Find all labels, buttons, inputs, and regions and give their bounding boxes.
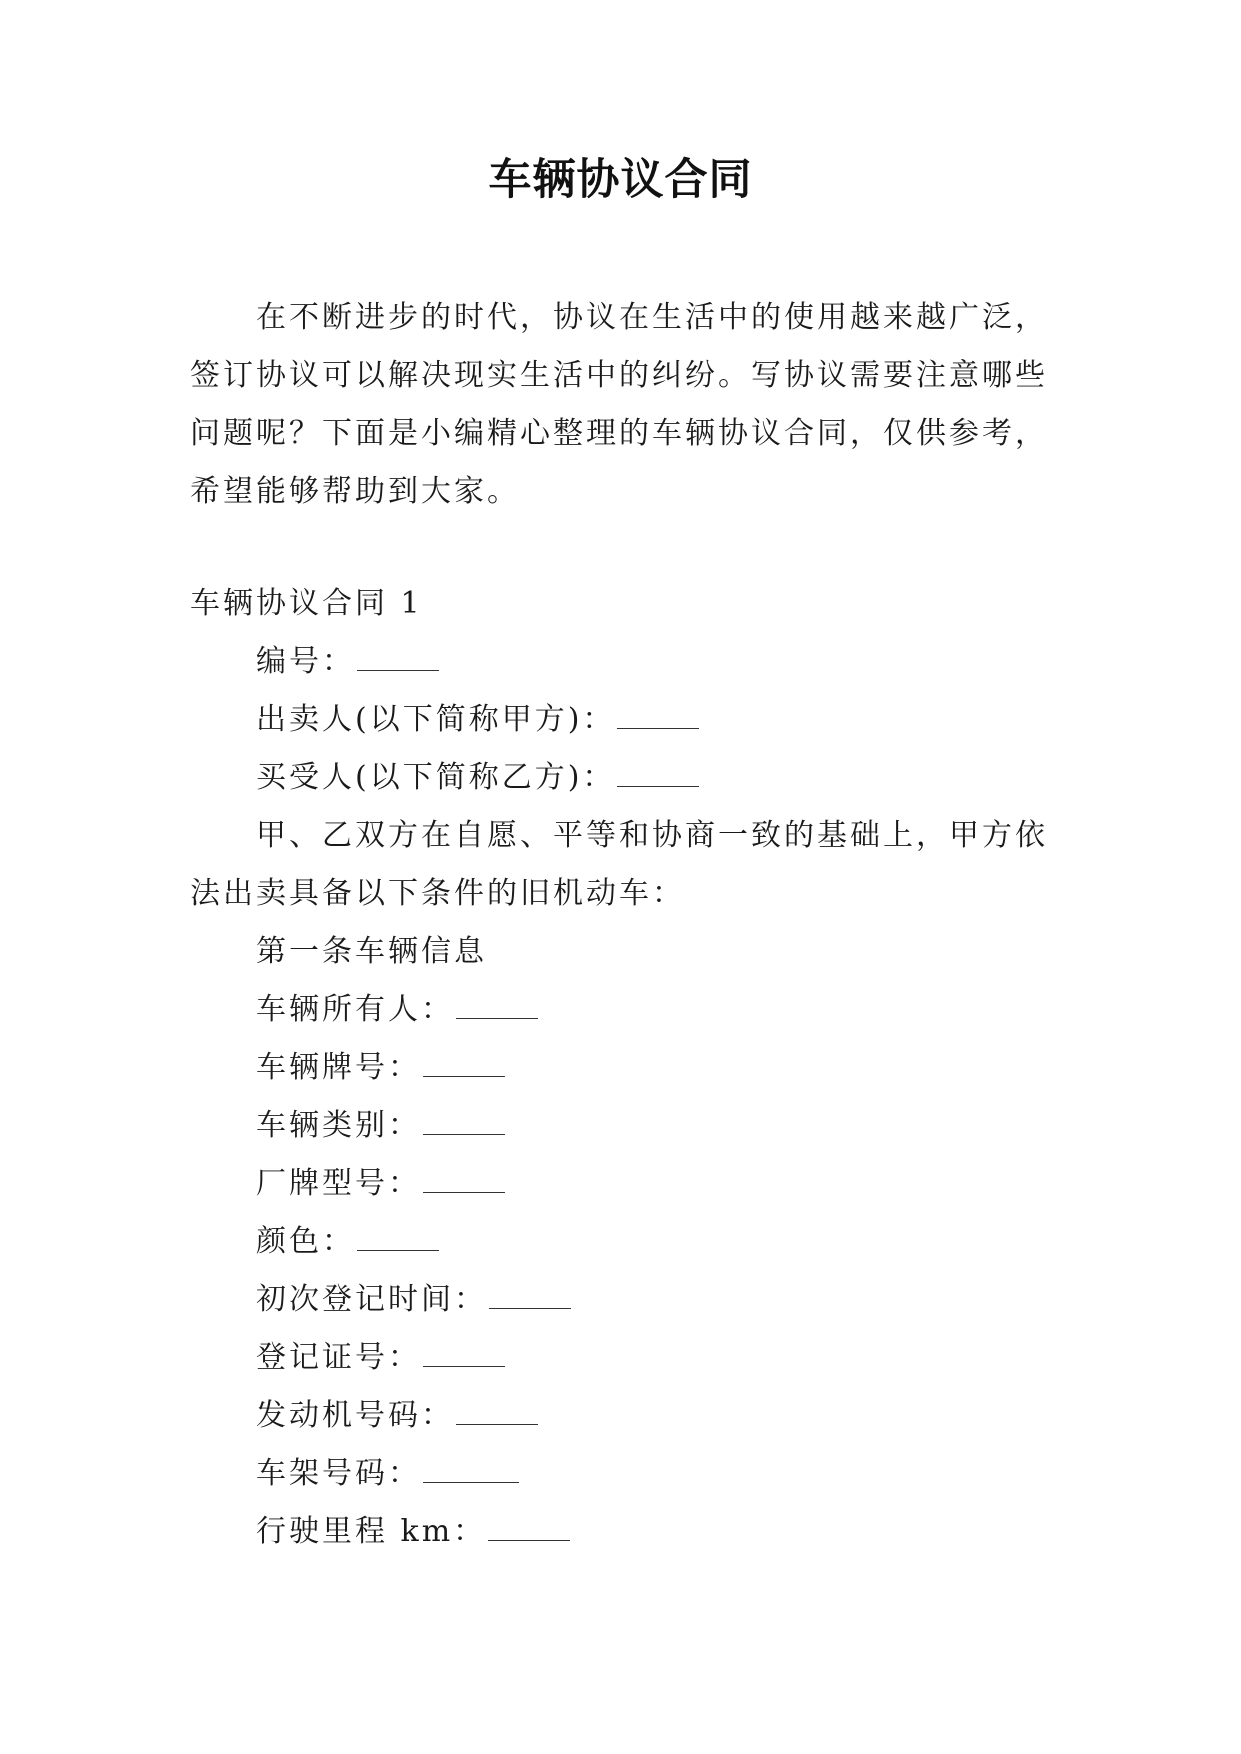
buyer-field: [190, 749, 1070, 807]
registration-cert-label: 登记证号：: [256, 1340, 421, 1375]
color-field: [190, 1213, 1070, 1271]
contract-body: [190, 575, 1070, 1561]
category-label: 车辆类别：: [256, 1108, 421, 1143]
plate-field: [190, 1039, 1070, 1097]
frame-number-field: [190, 1445, 1070, 1503]
first-registration-field: [190, 1271, 1070, 1329]
frame-number-blank: [423, 1452, 519, 1483]
category-blank: [423, 1104, 505, 1135]
number-blank: [357, 640, 439, 671]
seller-blank: [617, 698, 699, 729]
intro-paragraph: 在不断进步的时代，协议在生活中的使用越来越广泛，签订协议可以解决现实生活中的纠纷。写协议需要注意哪些问题呢？下面是小编精心整理的车辆协议合同，仅供参考，希望能够帮助到大家。: [190, 300, 1048, 509]
frame-number-label: 车架号码：: [256, 1456, 421, 1491]
mileage-field: [190, 1503, 1070, 1561]
document-title: 车辆协议合同: [488, 155, 753, 205]
article-one-heading: 第一条车辆信息: [256, 934, 487, 969]
model-field: [190, 1155, 1070, 1213]
model-blank: [423, 1162, 505, 1193]
buyer-label: 买受人(以下简称乙方)：: [256, 760, 616, 795]
plate-label: 车辆牌号：: [256, 1050, 421, 1085]
engine-number-label: 发动机号码：: [256, 1398, 454, 1433]
buyer-blank: [617, 756, 699, 787]
plate-blank: [423, 1046, 505, 1077]
engine-number-field: [190, 1387, 1070, 1445]
number-field: [190, 633, 1070, 691]
model-label: 厂牌型号：: [256, 1166, 421, 1201]
registration-cert-field: [190, 1329, 1070, 1387]
number-label: 编号：: [256, 644, 355, 679]
color-blank: [357, 1220, 439, 1251]
owner-label: 车辆所有人：: [256, 992, 454, 1027]
first-registration-blank: [489, 1278, 571, 1309]
category-field: [190, 1097, 1070, 1155]
owner-field: [190, 981, 1070, 1039]
section-heading: 车辆协议合同 1: [190, 586, 423, 621]
owner-blank: [456, 988, 538, 1019]
mileage-blank: [488, 1510, 570, 1541]
agreement-paragraph: 甲、乙双方在自愿、平等和协商一致的基础上，甲方依法出卖具备以下条件的旧机动车：: [190, 818, 1048, 911]
seller-label: 出卖人(以下简称甲方)：: [256, 702, 616, 737]
seller-field: [190, 691, 1070, 749]
color-label: 颜色：: [256, 1224, 355, 1259]
first-registration-label: 初次登记时间：: [256, 1282, 487, 1317]
mileage-label: 行驶里程 km：: [256, 1514, 487, 1549]
engine-number-blank: [456, 1394, 538, 1425]
registration-cert-blank: [423, 1336, 505, 1367]
